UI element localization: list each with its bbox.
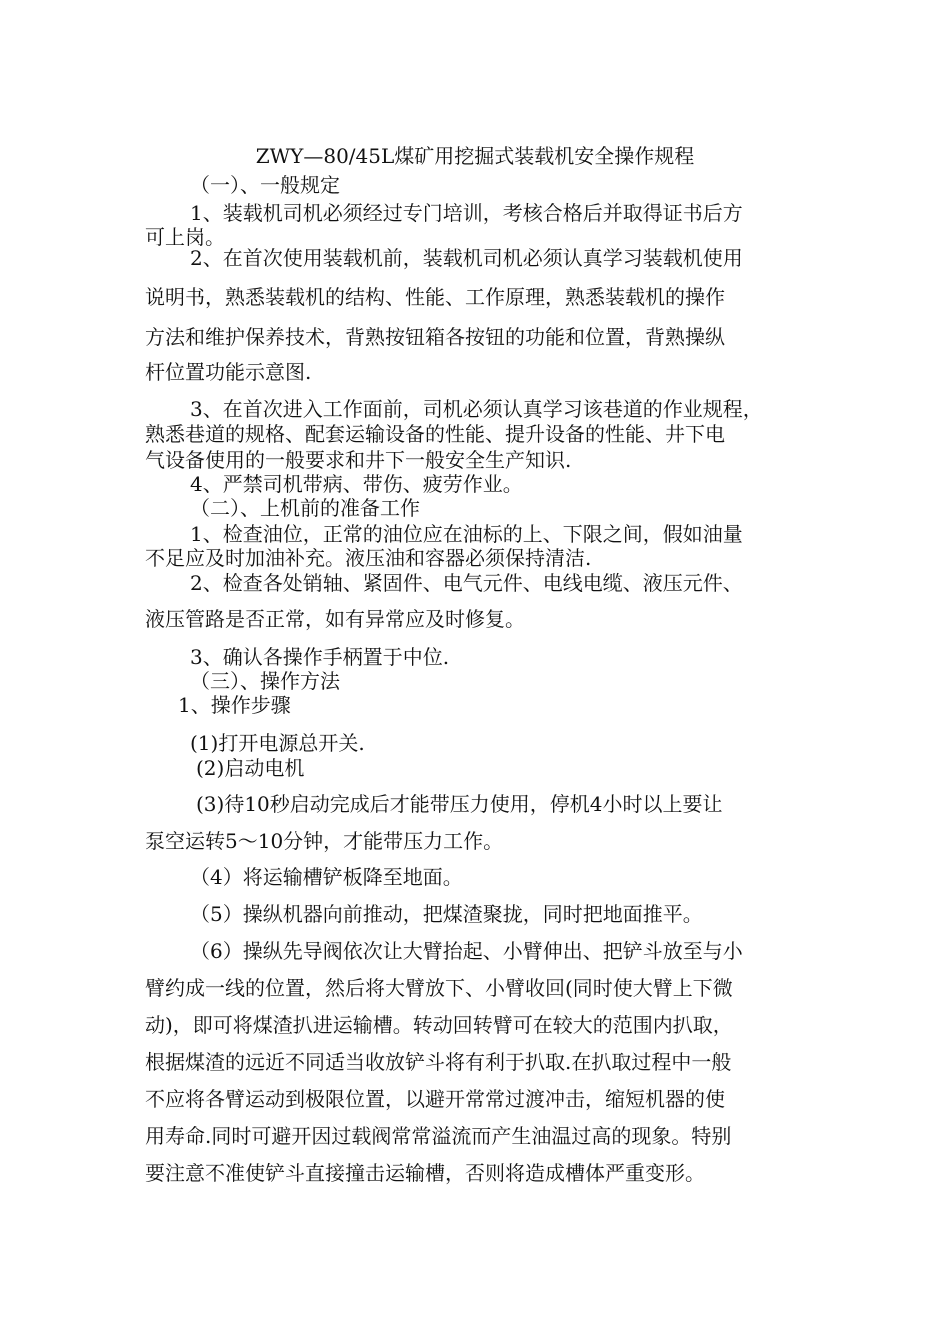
section-heading-general: （一）、一般规定 [190, 173, 340, 197]
paragraph-line: 2、检查各处销轴、紧固件、电气元件、电线电缆、液压元件、 [190, 571, 743, 595]
step-line: （5）操纵机器向前推动，把煤渣聚拢，同时把地面推平。 [190, 902, 703, 926]
paragraph-line: 可上岗。 [145, 225, 225, 249]
paragraph-line: 方法和维护保养技术，背熟按钮箱各按钮的功能和位置，背熟操纵 [145, 325, 725, 349]
step-line: 要注意不准使铲斗直接撞击运输槽，否则将造成槽体严重变形。 [145, 1161, 705, 1185]
step-line: (3)待10秒启动完成后才能带压力使用，停机4小时以上要让 [196, 792, 723, 816]
step-line: 臂约成一线的位置，然后将大臂放下、小臂收回(同时使大臂上下微 [145, 976, 733, 1000]
paragraph-line: 3、在首次进入工作面前，司机必须认真学习该巷道的作业规程， [190, 397, 763, 421]
paragraph-line: 气设备使用的一般要求和井下一般安全生产知识. [145, 448, 572, 472]
step-line: 泵空运转5～10分钟，才能带压力工作。 [145, 829, 504, 853]
paragraph-line: 液压管路是否正常，如有异常应及时修复。 [145, 607, 525, 631]
section-heading-preparation: （二）、上机前的准备工作 [190, 496, 420, 520]
step-line: (1)打开电源总开关. [190, 731, 365, 755]
paragraph-line: 4、严禁司机带病、带伤、疲劳作业。 [190, 472, 523, 496]
paragraph-line: 1、检查油位，正常的油位应在油标的上、下限之间，假如油量 [190, 522, 743, 546]
step-line: 动)，即可将煤渣扒进运输槽。转动回转臂可在较大的范围内扒取， [145, 1013, 733, 1037]
paragraph-line: 熟悉巷道的规格、配套运输设备的性能、提升设备的性能、井下电 [145, 422, 725, 446]
step-line: 不应将各臂运动到极限位置，以避开常常过渡冲击，缩短机器的使 [145, 1087, 725, 1111]
step-line: 用寿命.同时可避开因过载阀常常溢流而产生油温过高的现象。特别 [145, 1124, 732, 1148]
step-line: 根据煤渣的远近不同适当收放铲斗将有利于扒取.在扒取过程中一般 [145, 1050, 732, 1074]
paragraph-line: 3、确认各操作手柄置于中位. [190, 645, 450, 669]
paragraph-line: 不足应及时加油补充。液压油和容器必须保持清洁. [145, 546, 592, 570]
step-line: (2)启动电机 [196, 756, 305, 780]
paragraph-line: 说明书，熟悉装载机的结构、性能、工作原理，熟悉装载机的操作 [145, 285, 725, 309]
step-line: （6）操纵先导阀依次让大臂抬起、小臂伸出、把铲斗放至与小 [190, 939, 743, 963]
section-heading-operation: （三）、操作方法 [190, 669, 340, 693]
document-title: ZWY—80/45L煤矿用挖掘式装载机安全操作规程 [255, 144, 695, 168]
step-line: （4）将运输槽铲板降至地面。 [190, 865, 463, 889]
paragraph-line: 杆位置功能示意图. [145, 360, 312, 384]
paragraph-line: 2、在首次使用装载机前，装载机司机必须认真学习装载机使用 [190, 246, 743, 270]
paragraph-line: 1、装载机司机必须经过专门培训，考核合格后并取得证书后方 [190, 201, 743, 225]
subsection-heading: 1、操作步骤 [178, 693, 291, 717]
